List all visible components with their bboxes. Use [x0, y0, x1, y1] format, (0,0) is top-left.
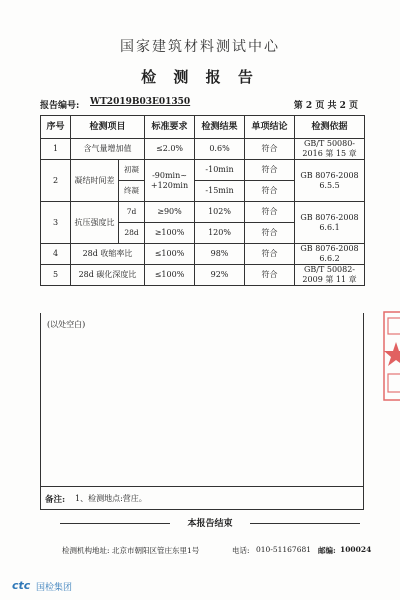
row-standard: ≥100%	[145, 223, 195, 244]
table-row	[41, 202, 365, 223]
footer-phone: 010-51167681	[256, 545, 312, 554]
end-of-report-text: 本报告结束	[187, 519, 233, 529]
row-result: 0.6%	[195, 139, 245, 160]
table-row	[41, 139, 365, 160]
remarks-box	[40, 486, 364, 510]
table-row	[41, 244, 365, 265]
row-item: 抗压强度比	[71, 202, 119, 244]
header-basis: 检测依据	[295, 116, 365, 139]
row-basis: GB 8076-2008 6.5.5	[295, 160, 365, 202]
page-info: 第 2 页 共 2 页	[293, 101, 358, 111]
row-no: 2	[41, 160, 71, 202]
row-standard: ≤100%	[145, 265, 195, 286]
row-result: 92%	[195, 265, 245, 286]
row-basis: GB 8076-2008 6.6.1	[295, 202, 365, 244]
row-item: 28d 碳化深度比	[71, 265, 145, 286]
header-standard: 标准要求	[145, 116, 195, 139]
row-standard: ≤2.0%	[145, 139, 195, 160]
header-conclusion: 单项结论	[245, 116, 295, 139]
row-no: 4	[41, 244, 71, 265]
table-row	[41, 160, 365, 181]
report-no: WT2019B03E01350	[90, 97, 191, 107]
row-basis: GB/T 50080-2016 第 15 章	[295, 139, 365, 160]
logo-text: 国检集团	[36, 583, 73, 593]
red-seal-stamp-icon	[378, 306, 400, 406]
table-header-row	[41, 116, 365, 139]
row-no: 5	[41, 265, 71, 286]
row-conclusion: 符合	[245, 202, 295, 223]
remarks-text: 1、检测地点:营庄。	[75, 494, 147, 503]
report-no-label: 报告编号:	[40, 101, 80, 111]
org-name: 国家建筑材料测试中心	[120, 39, 280, 55]
row-sub-item: 终凝	[119, 181, 145, 202]
row-sub-item: 7d	[119, 202, 145, 223]
row-item: 28d 收缩率比	[71, 244, 145, 265]
header-item: 检测项目	[71, 116, 145, 139]
footer-postcode-label: 邮编:	[318, 546, 336, 555]
blank-note: (以处空白)	[47, 320, 86, 329]
row-no: 3	[41, 202, 71, 244]
footer-address-label: 检测机构地址:	[62, 546, 110, 555]
row-conclusion: 符合	[245, 181, 295, 202]
row-result: 120%	[195, 223, 245, 244]
footer-address: 北京市朝阳区管庄东里1号	[112, 546, 200, 555]
header-result: 检测结果	[195, 116, 245, 139]
row-no: 1	[41, 139, 71, 160]
end-divider-right	[250, 523, 360, 524]
row-standard: -90min~ +120min	[145, 160, 195, 202]
row-conclusion: 符合	[245, 244, 295, 265]
row-basis: GB 8076-2008 6.6.2	[295, 244, 365, 265]
row-sub-item: 28d	[119, 223, 145, 244]
row-result: -10min	[195, 160, 245, 181]
row-conclusion: 符合	[245, 160, 295, 181]
results-table	[40, 115, 365, 286]
table-row	[41, 265, 365, 286]
end-divider-left	[60, 523, 170, 524]
header-no: 序号	[41, 116, 71, 139]
report-title: 检 测 报 告	[141, 68, 259, 86]
row-result: -15min	[195, 181, 245, 202]
row-item: 含气量增加值	[71, 139, 145, 160]
row-standard: ≤100%	[145, 244, 195, 265]
row-standard: ≥90%	[145, 202, 195, 223]
row-basis: GB/T 50082-2009 第 11 章	[295, 265, 365, 286]
footer-phone-label: 电话:	[232, 546, 250, 555]
row-item: 凝结时间差	[71, 160, 119, 202]
row-result: 98%	[195, 244, 245, 265]
blank-area	[40, 313, 364, 487]
remarks-label: 备注:	[45, 495, 66, 505]
row-conclusion: 符合	[245, 139, 295, 160]
row-sub-item: 初凝	[119, 160, 145, 181]
footer-postcode: 100024	[340, 545, 372, 554]
row-result: 102%	[195, 202, 245, 223]
row-conclusion: 符合	[245, 223, 295, 244]
row-conclusion: 符合	[245, 265, 295, 286]
ctc-logo-icon: ctc	[12, 579, 31, 592]
